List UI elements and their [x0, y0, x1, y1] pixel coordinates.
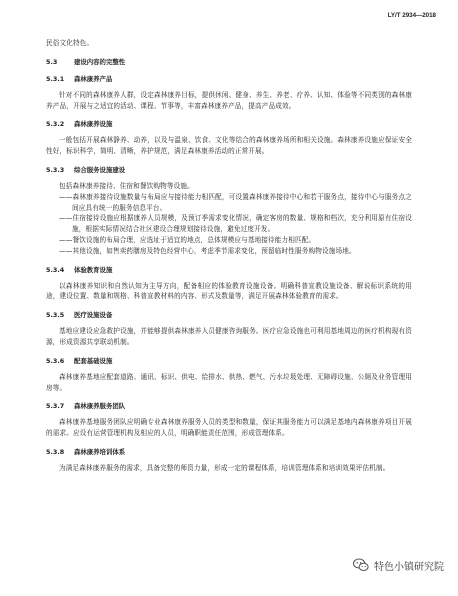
- list-item: ——住宿接待设施应根据康养人员规模，及预订季需求变化情况，确定客房的数量、规格和档次，充分利用原有住宿设施，根据实际情况结合社区建设合理规划接待设施，避免过度开发。: [59, 214, 412, 234]
- document-body: [46, 38, 412, 474]
- section-heading: 5.3.8 森林康养培训体系: [46, 447, 126, 456]
- section-heading: 5.3.2 森林康养设施: [46, 120, 113, 129]
- intro-text: 民俗文化特色。: [46, 39, 94, 47]
- section-heading: 5.3.5 医疗设施设备: [46, 311, 113, 320]
- section-heading: 5.3.4 体验教育设施: [46, 265, 113, 274]
- paragraph: 一般包括开展森林静养、动养，以及与温泉、饮食、文化等结合的森林康养场所和相关设施。森林康养设施应保证安全性好，标识科学，简明、清晰，养护规范，满足森林康养活动的正常开展。: [46, 136, 412, 156]
- standard-code: LY/T 2934—2018: [387, 12, 436, 19]
- watermark-text: 特色小镇研究院: [374, 561, 444, 573]
- section-heading: 5.3.7 森林康养服务团队: [46, 402, 126, 411]
- section-heading: 5.3 建设内容的完整性: [46, 57, 126, 66]
- list-item: ——其他设施，如售卖药膳房及特色经营中心，考虑季节需求变化，预留临时性服务购物设施场地。: [59, 246, 356, 255]
- wechat-icon: [352, 556, 370, 574]
- paragraph: 基地应建设应急救护设施，并能够提供森林康养人员健康咨询服务。医疗应急设施也可利用基地周边的医疗机构现有资源，形成资源共享联动机制。: [46, 327, 412, 346]
- list-item: ——森林康养接待设施数量与布局应与接待能力相匹配，可设置森林康养接待中心和若干服务点，接待中心与服务点之间应具有统一的服务信息平台。: [59, 192, 412, 212]
- paragraph: 森林康养基地服务团队应明确专业森林康养服务人员的类型和数量，保证其服务能力可以满足基地内森林康养项目开展的需求。应设有运营管理机构及相应的人员，明确职能责任范围，形成管理体系。: [46, 418, 412, 438]
- paragraph: 包括森林康养接待、住宿和餐饮购物等设施。: [59, 181, 194, 190]
- list-item: ——餐饮设施的布局合理，应选址于适宜的地点，总体规模应与基地接待能力相匹配。: [59, 235, 316, 244]
- section-heading: 5.3.6 配套基础设施: [46, 356, 113, 365]
- paragraph: 为满足森林康养服务的需求，具备完整的师资力量，形成一定的课程体系，培训管理体系和培训效果评估机制。: [59, 463, 390, 472]
- watermark: [352, 556, 444, 574]
- section-heading: 5.3.3 综合服务设施建设: [46, 165, 126, 174]
- section-heading: 5.3.1 森林康养产品: [46, 74, 113, 83]
- paragraph: 以森林康养知识和自然认知为主导方向，配备相应的体验教育设施设备。明确科普宣教设施设备、解说标识系统的用途，建设位置、数量和规格、科普宣教材料的内容、形式及数量等，满足开展森林体验教育的需求。: [46, 281, 412, 301]
- paragraph: 针对不同的森林康养人群，设定森林康养目标，提供休闲、健身、养生、养老、疗养、认知、体验等不同类别的森林康养产品，开展与之适宜的活动、课程、节事等，丰富森林康养产品，提高产品成效。: [46, 90, 412, 110]
- paragraph: 森林康养基地应配套道路、通讯、标识、供电、给排水、供热、燃气、污水垃圾处理、无障碍设施、公厕及业务管理用房等。: [46, 372, 412, 392]
